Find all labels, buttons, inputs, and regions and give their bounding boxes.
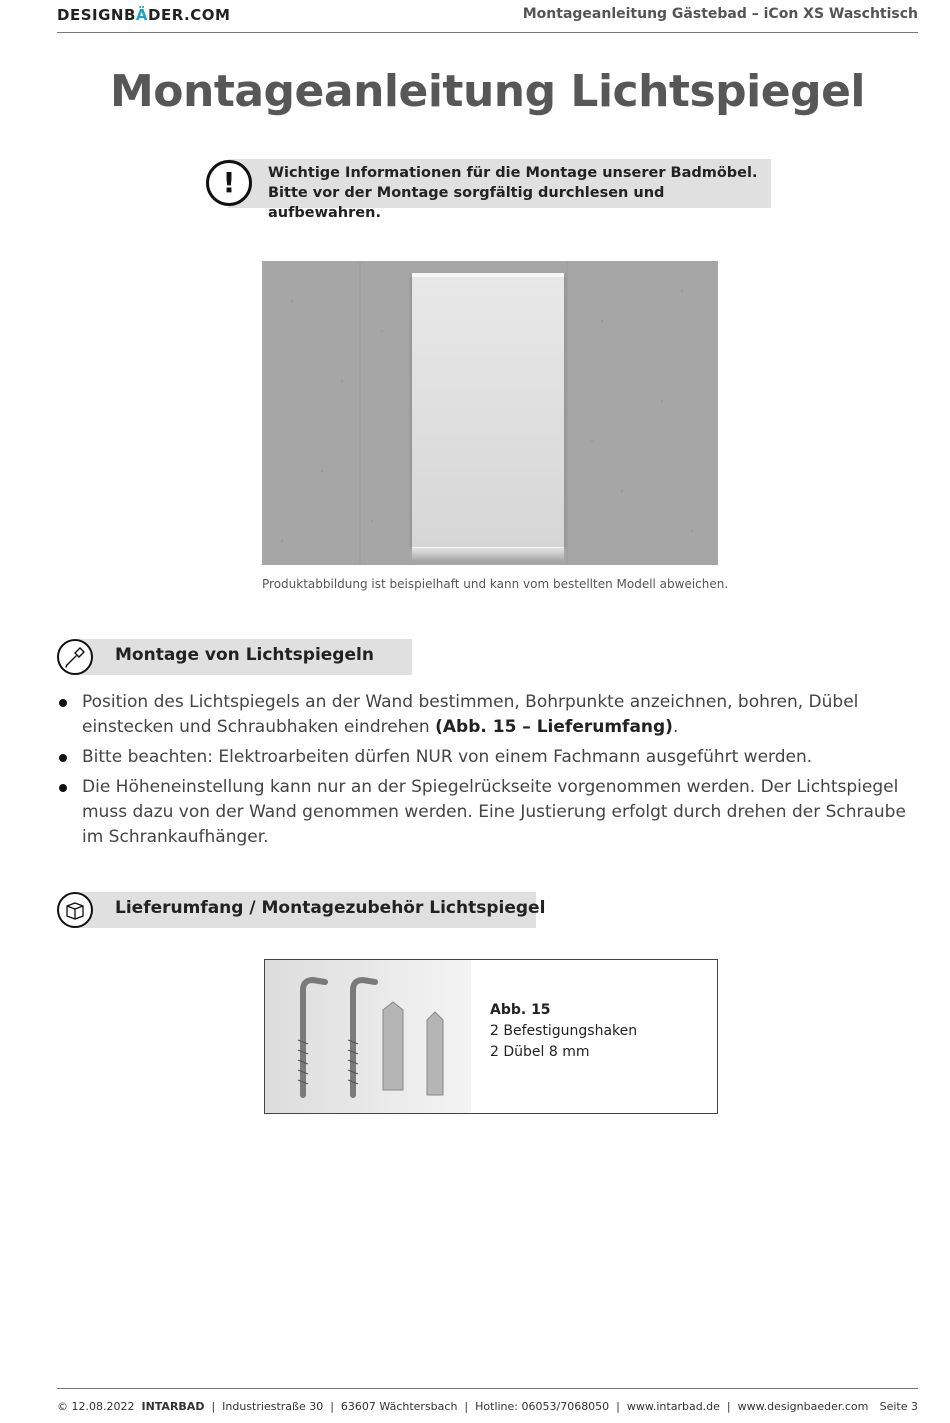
footer-info: © 12.08.2022 INTARBAD | Industriestraße 30 | 63607 Wächtersbach | Hotline: 06053/7068050 | www.intarbad.de | www.designbaeder.com [57, 1400, 869, 1413]
product-image [262, 261, 718, 565]
list-item: Die Höheneinstellung kann nur an der Spiegelrückseite vorgenommen werden. Der Lichtspiegel muss dazu von der Wand genommen werden. Eine Justierung erfolgt durch drehen der Schraube im Schrankaufhänger. [57, 775, 907, 850]
box-icon [57, 892, 93, 928]
screwdriver-icon [57, 639, 93, 675]
section-title-lieferumfang: Lieferumfang / Montagezubehör Lichtspiegel [115, 898, 546, 918]
mirror-light-top [412, 273, 564, 277]
image-caption: Produktabbildung ist beispielhaft und kann vom bestellten Modell abweichen. [262, 577, 729, 591]
important-notice [206, 159, 771, 221]
logo: DESIGNBÄDER.COM [57, 6, 231, 24]
section-title-montage: Montage von Lichtspiegeln [115, 645, 374, 665]
list-item: Bitte beachten: Elektroarbeiten dürfen NUR von einem Fachmann ausgeführt werden. [57, 745, 907, 770]
notice-line-2: Bitte vor der Montage sorgfältig durchlesen und aufbewahren. [268, 185, 665, 221]
list-item: Position des Lichtspiegels an der Wand bestimmen, Bohrpunkte anzeichnen, bohren, Dübel einstecken und Schraubhaken eindrehen (Abb. 15 – Lieferumfang). [57, 690, 907, 740]
accessory-line-2: 2 Dübel 8 mm [490, 1044, 590, 1060]
mirror [412, 276, 564, 548]
accessory-line-1: 2 Befestigungshaken [490, 1023, 638, 1039]
accessory-text [490, 1000, 637, 1063]
header-title: Montageanleitung Gästebad – iCon XS Waschtisch [522, 6, 918, 22]
page-number: Seite 3 [879, 1400, 918, 1413]
section-header-lieferumfang [57, 892, 546, 928]
section-header-montage [57, 639, 412, 675]
page-footer [57, 1388, 918, 1417]
page-header [57, 0, 918, 33]
montage-instructions [57, 690, 907, 855]
page-title: Montageanleitung Lichtspiegel [109, 66, 865, 117]
mirror-light-glow [412, 547, 564, 561]
hooks-and-dowels-image [265, 960, 471, 1113]
exclamation-icon: ! [206, 160, 252, 206]
notice-line-1: Wichtige Informationen für die Montage unserer Badmöbel. [268, 165, 758, 181]
notice-text [268, 163, 771, 223]
accessory-box [264, 959, 718, 1114]
accessory-title: Abb. 15 [490, 1002, 551, 1018]
